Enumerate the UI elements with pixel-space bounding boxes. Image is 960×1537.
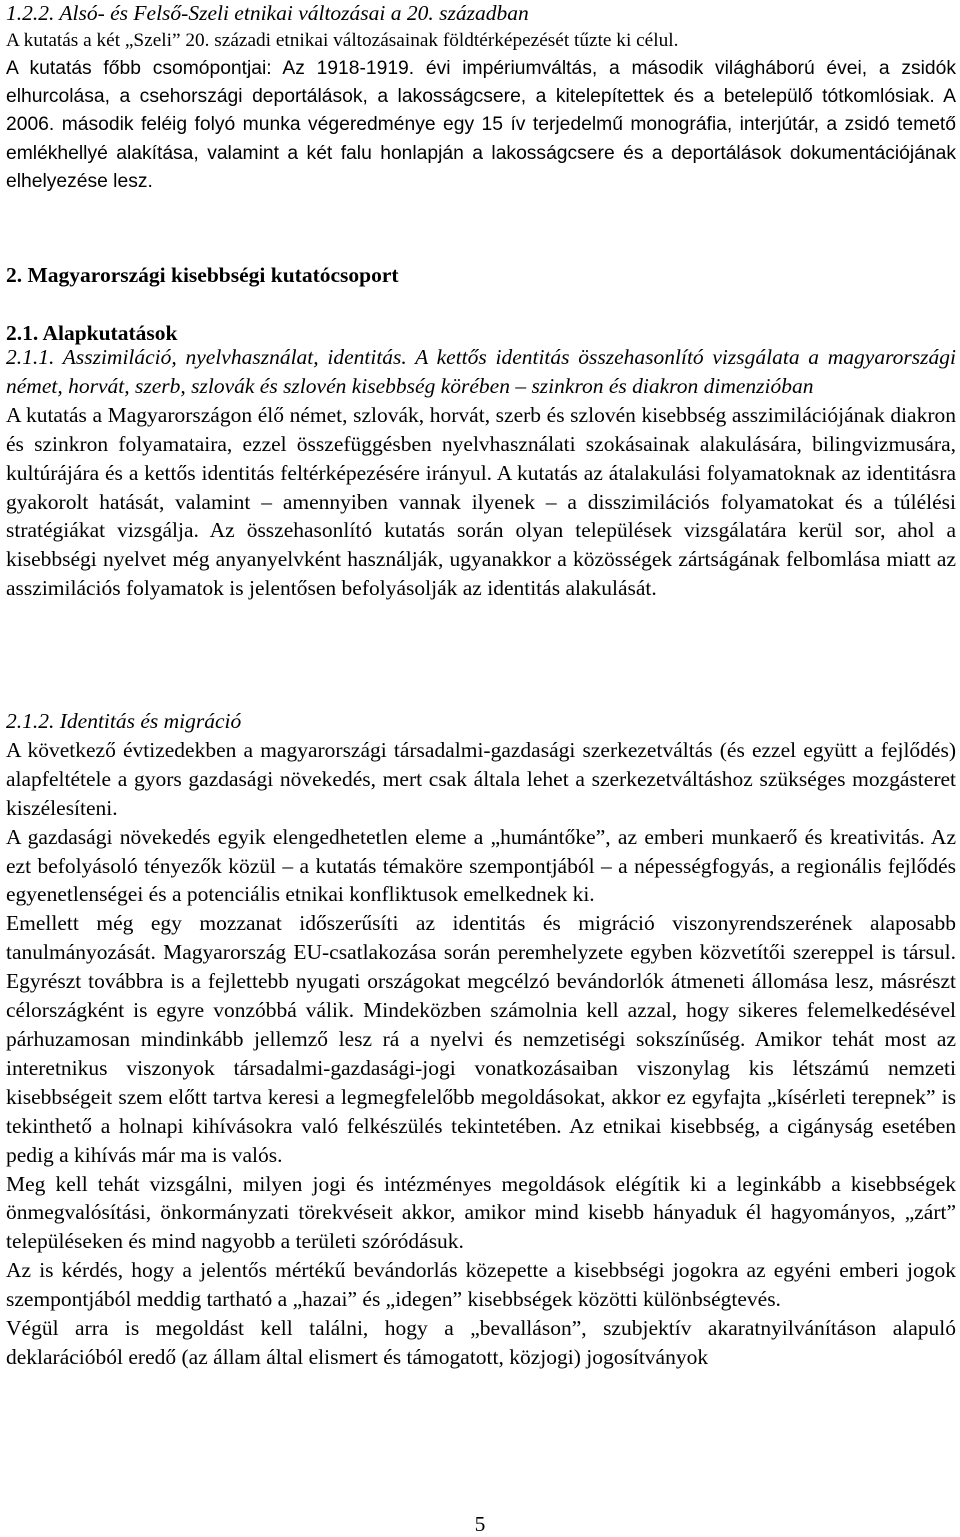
section-2-heading: 2. Magyarországi kisebbségi kutatócsoport xyxy=(6,263,399,287)
page-number: 5 xyxy=(474,1512,486,1536)
paragraph: Végül arra is megoldást kell találni, hogy a „bevalláson”, szubjektív akaratnyilvánításon alapuló deklarációból eredő (az állam által elismert és támogatott, közjogi) jogosítványok xyxy=(6,1316,956,1369)
section-2-1-1-heading-and-subtitle xyxy=(6,343,956,401)
section-2-1-2-heading: 2.1.2. Identitás és migráció xyxy=(6,709,242,733)
section-2-1-1-paragraph: A kutatás a Magyarországon élő német, szlovák, horvát, szerb és szlovén kisebbség asszimilációjának diakron és szinkron folyamataira, ezzel összefüggésben nyelvhasználati szokásainak alakulására, bilingvizmusára, kultúrájára és a kettős identitás feltérképezésére irányul. A kutatás az átalakulási folyamatoknak az identitásra gyakorolt hatását, valamint – amennyiben vannak ilyenek – a disszimilációs folyamatokat és a túlélési stratégiákat vizsgálja. Az összehasonlító kutatás során olyan települések vizsgálatára kerül sor, ahol a kisebbségi nyelvet még anyanyelvként használják, ugyanakkor a közösségek zártságának felbomlása miatt az asszimilációs folyamatok is jelentősen befolyásolják az identitás alakulását. xyxy=(6,402,956,601)
paragraph: A gazdasági növekedés egyik elengedhetetlen eleme a „humántőke”, az emberi munkaerő és kreativitás. Az ezt befolyásoló tényezők közül – a kutatás témaköre szempontjából – a népességfogyás, a regionális fejlődés egyenetlenségei és a potenciális etnikai konfliktusok emelkednek ki. xyxy=(6,824,956,907)
section-intro-line: A kutatás a két „Szeli” 20. századi etnikai változásainak földtérképezését tűzte ki célul. xyxy=(6,29,679,51)
section-2-1-1 xyxy=(6,343,956,603)
section-heading: 1.2.2. Alsó- és Felső-Szeli etnikai változásai a 20. században xyxy=(6,1,529,25)
section-2-1-1-subtitle: A kettős identitás összehasonlító vizsgálata a magyarországi német, horvát, szerb, szlovák és szlovén kisebbség körében – szinkron és diakron dimenzióban xyxy=(6,345,956,398)
section-paragraph: A kutatás főbb csomópontjai: Az 1918-1919. évi impériumváltás, a második világháború évei, a zsidók elhurcolása, a csehországi deportálások, a lakosságcsere, a kitelepítettek és a betelepülő tótkomlósiak. A 2006. második feléig folyó munka végeredménye egy 15 ív terjedelmű monográfia, interjútár, a zsidó temető emlékhellyé alakítása, valamint a két falu honlapján a lakosságcsere és a deportálások dokumentációjának elhelyezése lesz. xyxy=(6,57,956,192)
section-1-2-2 xyxy=(6,0,956,196)
section-2-1-2 xyxy=(6,707,956,1372)
paragraph: Meg kell tehát vizsgálni, milyen jogi és intézményes megoldások elégítik ki a leginkább a kisebbségek önmegvalósítási, önkormányzati törekvéseit akkor, amikor mind kisebb hányaduk él hagyományos, „zárt” településeken és mind nagyobb a területi szóródásuk. xyxy=(6,1171,956,1254)
section-2-1-1-heading: 2.1.1. Asszimiláció, nyelvhasználat, identitás. xyxy=(6,345,407,369)
paragraph: Az is kérdés, hogy a jelentős mértékű bevándorlás közepette a kisebbségi jogokra az egyéni emberi jogok szempontjából meddig tartható a „hazai” és „idegen” kisebbségek közötti különbségtevés. xyxy=(6,1258,956,1312)
paragraph: A következő évtizedekben a magyarországi társadalmi-gazdasági szerkezetváltás (és ezzel együtt a fejlődés) alapfeltétele a gyors gazdasági növekedés, mert csak általa lehet a szerkezetváltáshoz szükséges mozgásteret kiszélesíteni. xyxy=(6,737,956,820)
paragraph: Emellett még egy mozzanat időszerűsíti az identitás és migráció viszonyrendszerének alaposabb tanulmányozását. Magyarország EU-csatlakozása során peremhelyzete egyben közvetítői szereppel is társul. Egyrészt továbbra is a fejlettebb nyugati országokat megcélzó bevándorlók átmeneti állomása lesz, másrészt célországként is egyre vonzóbbá válik. Mindeközben számolnia kell azzal, hogy sikeres felemelkedésével párhuzamosan mindinkább jellemző lesz rá a nyelvi és nemzetiségi sokszínűség. Amikor tehát most az interetnikus viszonyok társadalmi-gazdasági-jogi vonatkozásaiban viszonylag kis létszámú nemzeti kisebbségeit szem előtt tartva keresi a legmegfelelőbb megoldásokat, akkor ez egyfajta „kísérleti terepnek” is tekinthető a holnapi kihívásokra való felkészülés tekintetében. Az etnikai kisebbség, a cigányság esetében pedig a kihívás már ma is valós. xyxy=(6,911,956,1167)
section-2-1-heading: 2.1. Alapkutatások xyxy=(6,321,178,345)
